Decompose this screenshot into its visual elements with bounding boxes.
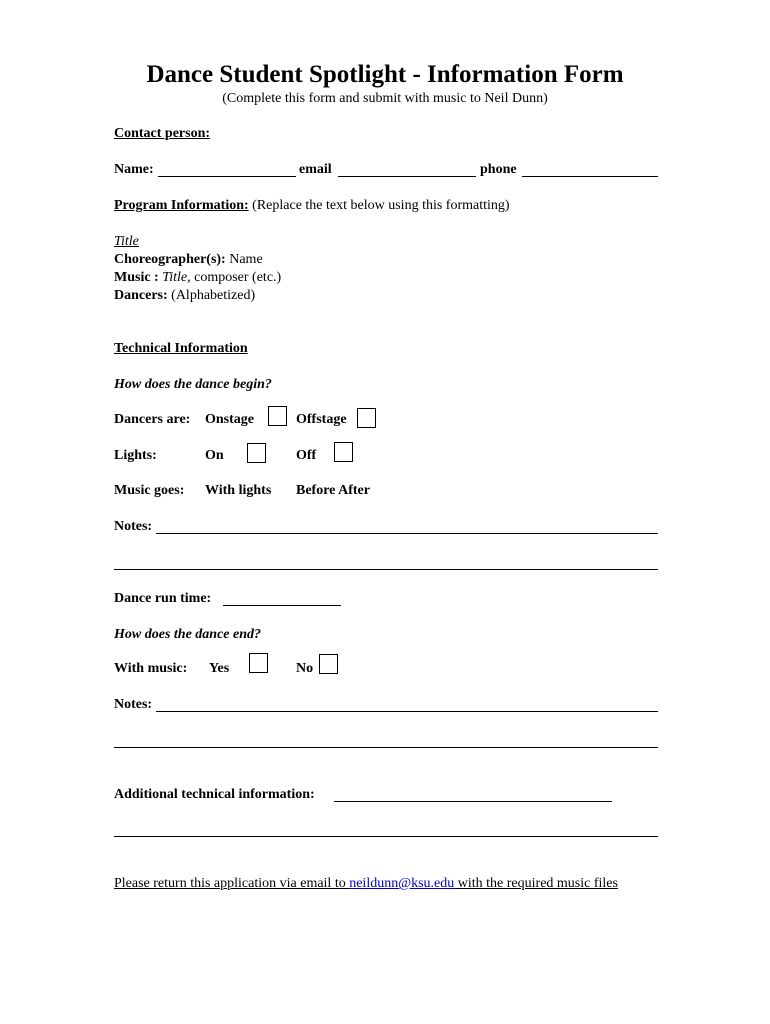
yes-checkbox[interactable] xyxy=(249,653,268,673)
end-question: How does the dance end? xyxy=(114,627,261,642)
music-line xyxy=(114,271,281,285)
offstage-checkbox[interactable] xyxy=(357,408,376,428)
begin-question: How does the dance begin? xyxy=(114,377,272,392)
email-link[interactable]: neildunn@ksu.edu xyxy=(349,876,455,891)
notes-label: Notes: xyxy=(114,519,153,534)
music-label: Music : xyxy=(114,270,159,285)
dancers-line xyxy=(114,289,255,303)
program-title-placeholder: Title xyxy=(114,234,139,249)
program-instruction: (Replace the text below using this formatting) xyxy=(252,198,510,213)
lights-off-checkbox[interactable] xyxy=(334,442,353,462)
choreographer-label: Choreographer(s): xyxy=(114,252,226,267)
form-title: Dance Student Spotlight - Information Form xyxy=(146,61,624,88)
technical-heading: Technical Information xyxy=(114,341,248,356)
onstage-checkbox[interactable] xyxy=(268,406,287,426)
program-info-line xyxy=(114,199,510,213)
onstage-label: Onstage xyxy=(205,412,254,427)
return-text-before: Please return this application via email to xyxy=(114,876,350,891)
dancers-value: (Alphabetized) xyxy=(171,288,256,303)
phone-label: phone xyxy=(480,162,517,177)
music-title: Title xyxy=(162,270,188,285)
contact-heading: Contact person: xyxy=(114,126,211,141)
choreographer-line xyxy=(114,253,263,267)
notes-field-line-1[interactable] xyxy=(156,533,658,534)
music-value: , composer (etc.) xyxy=(187,270,282,285)
lights-label: Lights: xyxy=(114,448,157,463)
run-time-label: Dance run time: xyxy=(114,591,212,606)
notes-field-line-2[interactable] xyxy=(114,569,658,570)
name-field[interactable] xyxy=(158,176,296,177)
no-checkbox[interactable] xyxy=(319,654,338,674)
no-label: No xyxy=(296,661,314,676)
music-goes-label: Music goes: xyxy=(114,483,185,498)
return-text-after: with the required music files xyxy=(454,876,618,891)
notes2-field-line-2[interactable] xyxy=(114,747,658,748)
additional-info-label: Additional technical information: xyxy=(114,787,315,802)
form-subtitle: (Complete this form and submit with music to Neil Dunn) xyxy=(222,91,548,106)
notes2-label: Notes: xyxy=(114,697,153,712)
lights-off-label: Off xyxy=(296,448,317,463)
program-heading: Program Information: xyxy=(114,198,249,213)
email-label: email xyxy=(299,162,332,177)
before-after-option: Before After xyxy=(296,483,370,498)
additional-info-field-2[interactable] xyxy=(114,836,658,837)
with-music-label: With music: xyxy=(114,661,188,676)
additional-info-field-1[interactable] xyxy=(334,801,612,802)
run-time-field[interactable] xyxy=(223,605,341,606)
phone-field[interactable] xyxy=(522,176,658,177)
email-field[interactable] xyxy=(338,176,476,177)
name-label: Name: xyxy=(114,162,154,177)
choreographer-value: Name xyxy=(229,252,263,267)
lights-on-checkbox[interactable] xyxy=(247,443,266,463)
with-lights-option: With lights xyxy=(205,483,272,498)
lights-on-label: On xyxy=(205,448,224,463)
return-instructions xyxy=(114,877,618,891)
offstage-label: Offstage xyxy=(296,412,347,427)
dancers-are-label: Dancers are: xyxy=(114,412,191,427)
yes-label: Yes xyxy=(209,661,230,676)
notes2-field-line-1[interactable] xyxy=(156,711,658,712)
dancers-label: Dancers: xyxy=(114,288,168,303)
